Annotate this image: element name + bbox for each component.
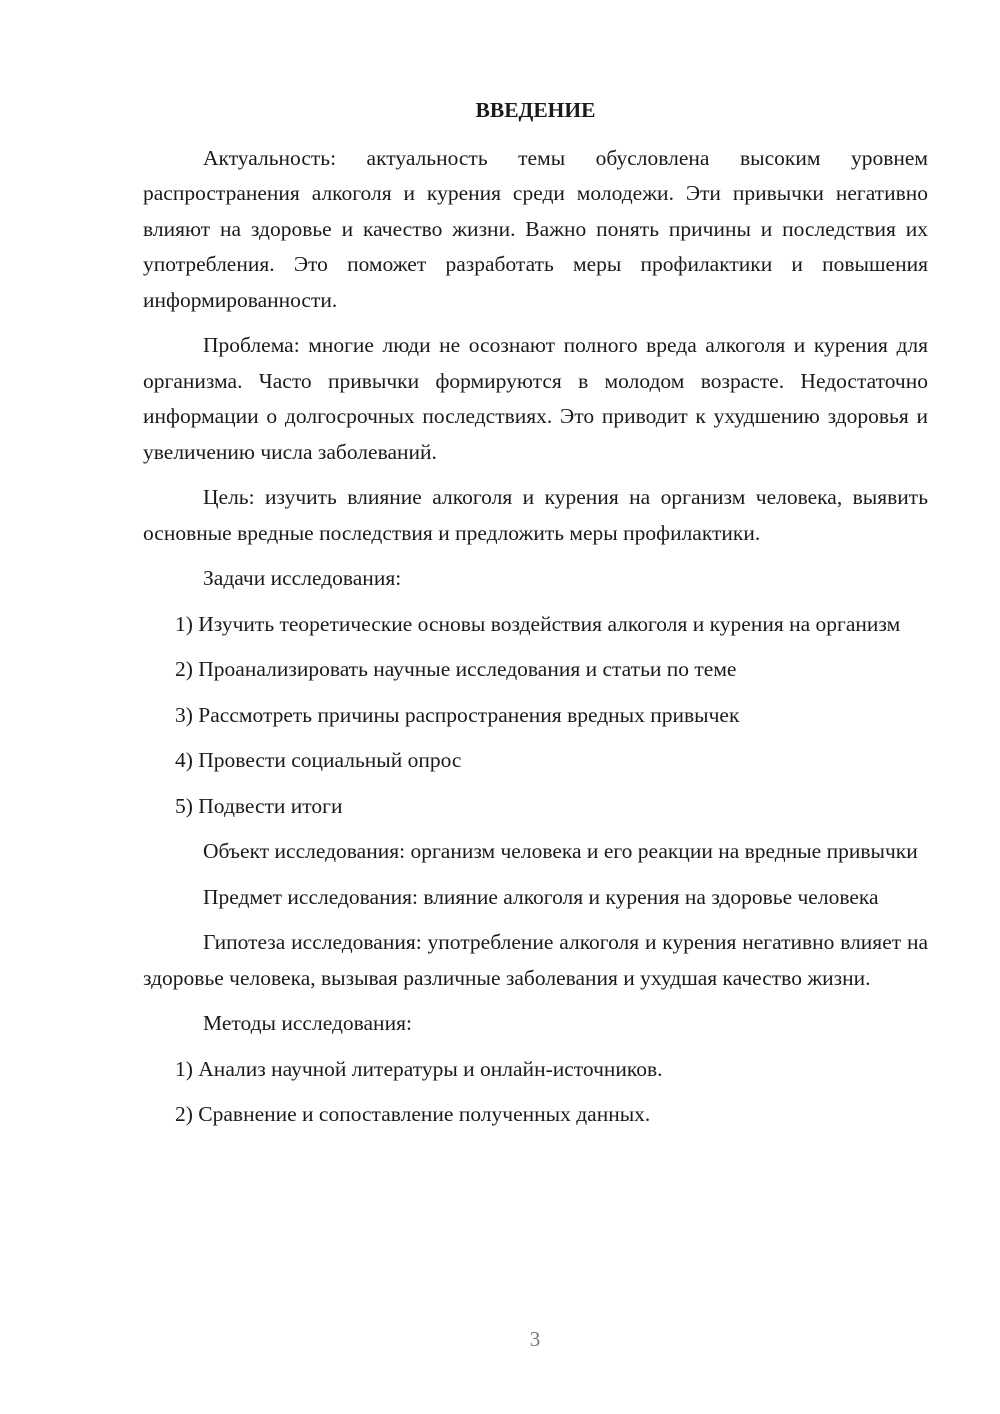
subject-paragraph: Предмет исследования: влияние алкоголя и курения на здоровье человека — [203, 884, 879, 909]
problem-paragraph: Проблема: многие люди не осознают полного вреда алкоголя и курения для организма. Часто привычки формируются в молодом возрасте. Недостаточно информации о долгосрочных последствиях. Это приводит к ухудшению здоровья и увеличению числа заболеваний. — [143, 333, 928, 464]
tasks-heading: Задачи исследования: — [203, 566, 402, 590]
task-item: 1) Изучить теоретические основы воздействия алкоголя и курения на организм — [175, 611, 901, 636]
task-item: 2) Проанализировать научные исследования и статьи по теме — [175, 657, 737, 681]
document-page — [143, 93, 928, 1143]
task-item: 3) Рассмотреть причины распространения вредных привычек — [175, 702, 740, 727]
relevance-paragraph: Актуальность: актуальность темы обусловлена высоким уровнем распространения алкоголя и курения среди молодежи. Эти привычки негативно влияют на здоровье и качество жизни. Важно понять причины и последствия их употребления. Это поможет разработать меры профилактики и повышения информированности. — [143, 145, 928, 312]
page-number: 3 — [529, 1327, 541, 1351]
task-item: 5) Подвести итоги — [175, 793, 343, 818]
hypothesis-paragraph: Гипотеза исследования: употребление алкоголя и курения негативно влияет на здоровье человека, вызывая различные заболевания и ухудшая качество жизни. — [143, 930, 928, 990]
task-item: 4) Провести социальный опрос — [175, 748, 462, 772]
method-item: 1) Анализ научной литературы и онлайн-источников. — [175, 1056, 663, 1081]
document-title: ВВЕДЕНИЕ — [475, 98, 596, 122]
methods-heading: Методы исследования: — [203, 1011, 412, 1035]
goal-paragraph: Цель: изучить влияние алкоголя и курения на организм человека, выявить основные вредные последствия и предложить меры профилактики. — [143, 485, 928, 545]
object-paragraph: Объект исследования: организм человека и его реакции на вредные привычки — [203, 839, 918, 863]
method-item: 2) Сравнение и сопоставление полученных данных. — [175, 1102, 651, 1126]
